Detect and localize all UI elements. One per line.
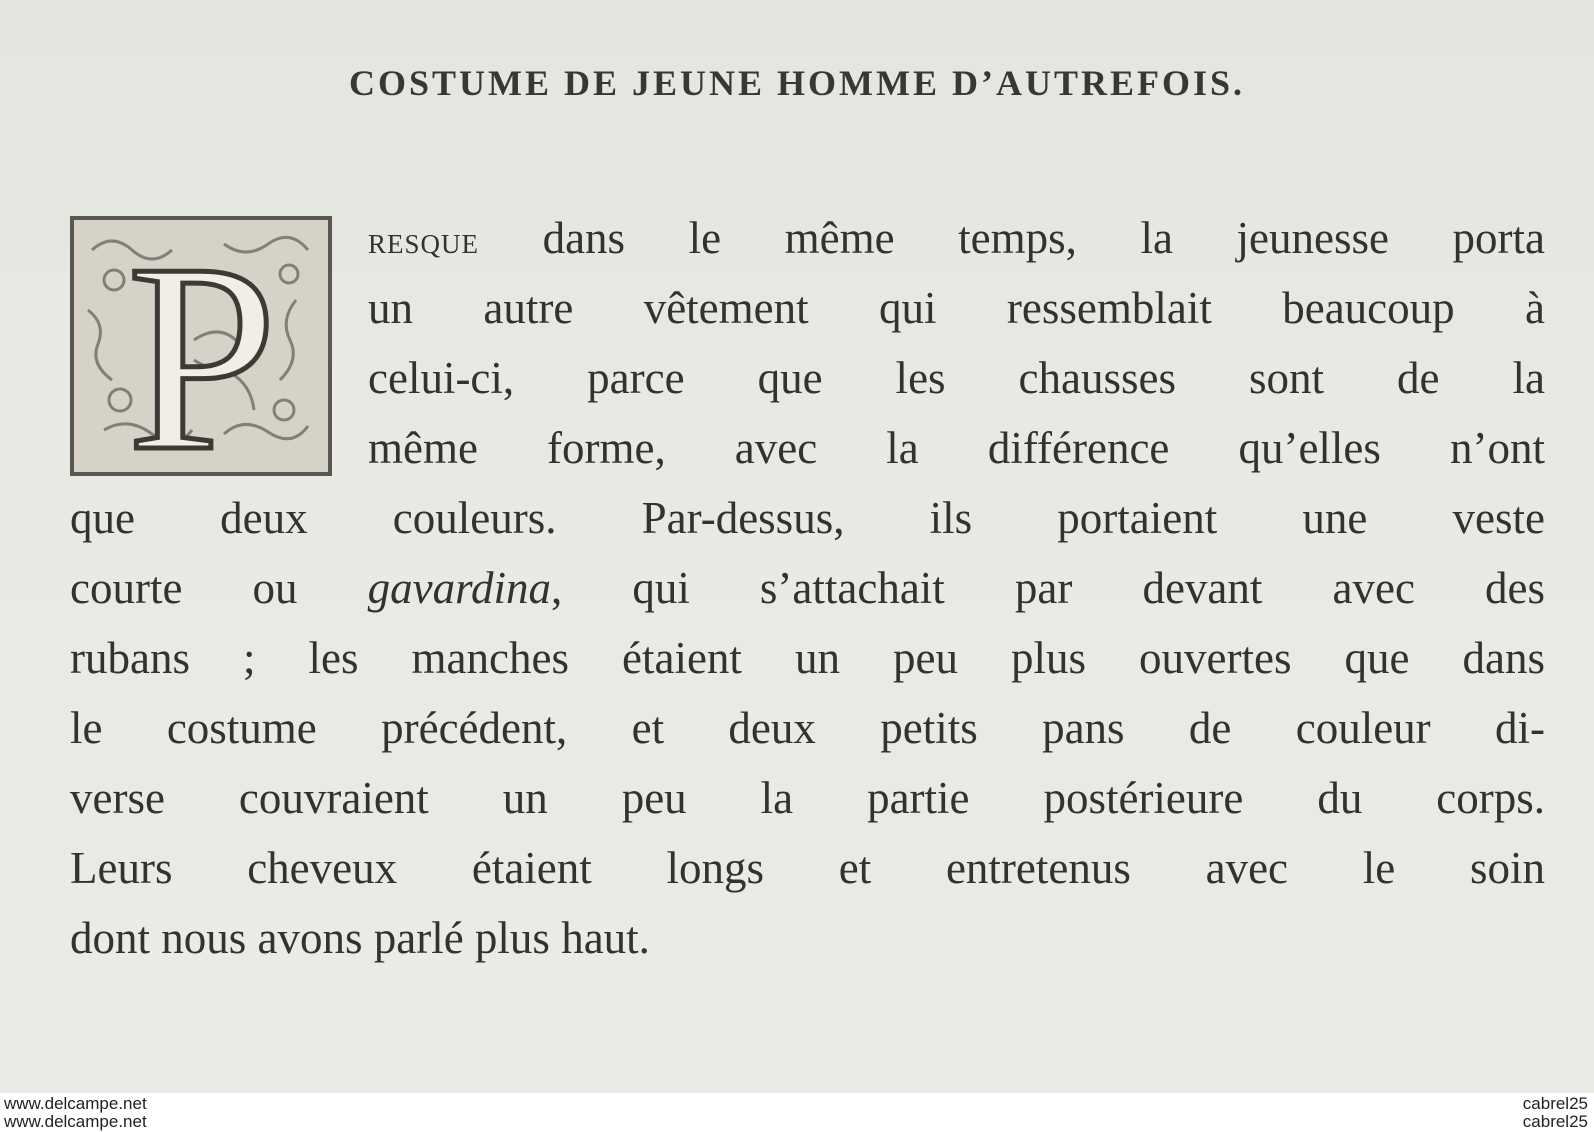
text-segment: le costume précédent, et deux petits pans de couleur di-: [70, 703, 1545, 753]
text-line: [70, 772, 1545, 824]
text-segment: même forme, avec la différence qu’elles n’ont: [368, 423, 1545, 473]
text-line: [70, 702, 1545, 754]
watermark-right-top: cabrel25: [1522, 1094, 1588, 1113]
ornamental-letter-icon: [74, 220, 328, 472]
page-title: COSTUME DE JEUNE HOMME D’AUTREFOIS.: [348, 63, 1246, 103]
watermark-left-top: www.delcampe.net: [4, 1094, 147, 1113]
text-segment: Leurs cheveux étaient longs et entretenus avec le soin: [70, 843, 1545, 893]
text-segment: rubans ; les manches étaient un peu plus ouvertes que dans: [70, 633, 1545, 683]
svg-text:P: P: [126, 220, 278, 472]
text-line: [70, 912, 1545, 964]
text-segment: dans le même temps, la jeunesse porta: [479, 213, 1545, 263]
watermark-bar: [0, 1093, 1594, 1132]
text-line: [70, 492, 1545, 544]
text-line: [368, 352, 1545, 404]
watermark-left-bottom: www.delcampe.net: [4, 1112, 147, 1131]
italic-term: gavardina: [367, 563, 551, 613]
text-line: [368, 422, 1545, 474]
text-segment: resque: [368, 220, 480, 262]
text-line: [368, 282, 1545, 334]
drop-cap-ornament: [70, 216, 332, 476]
text-line: [70, 842, 1545, 894]
text-segment: verse couvraient un peu la partie postérieure du corps.: [70, 773, 1545, 823]
text-segment: dont nous avons parlé plus haut.: [70, 913, 650, 963]
text-segment: , qui s’attachait par devant avec des: [550, 563, 1546, 613]
text-line: [70, 632, 1545, 684]
text-segment: que deux couleurs. Par-dessus, ils portaient une veste: [70, 493, 1545, 543]
text-line: [368, 212, 1545, 267]
text-segment: courte ou: [70, 563, 368, 613]
text-line: [70, 562, 1545, 614]
text-segment: un autre vêtement qui ressemblait beaucoup à: [368, 283, 1545, 333]
watermark-right-bottom: cabrel25: [1522, 1112, 1588, 1131]
text-segment: celui-ci, parce que les chausses sont de la: [368, 353, 1545, 403]
